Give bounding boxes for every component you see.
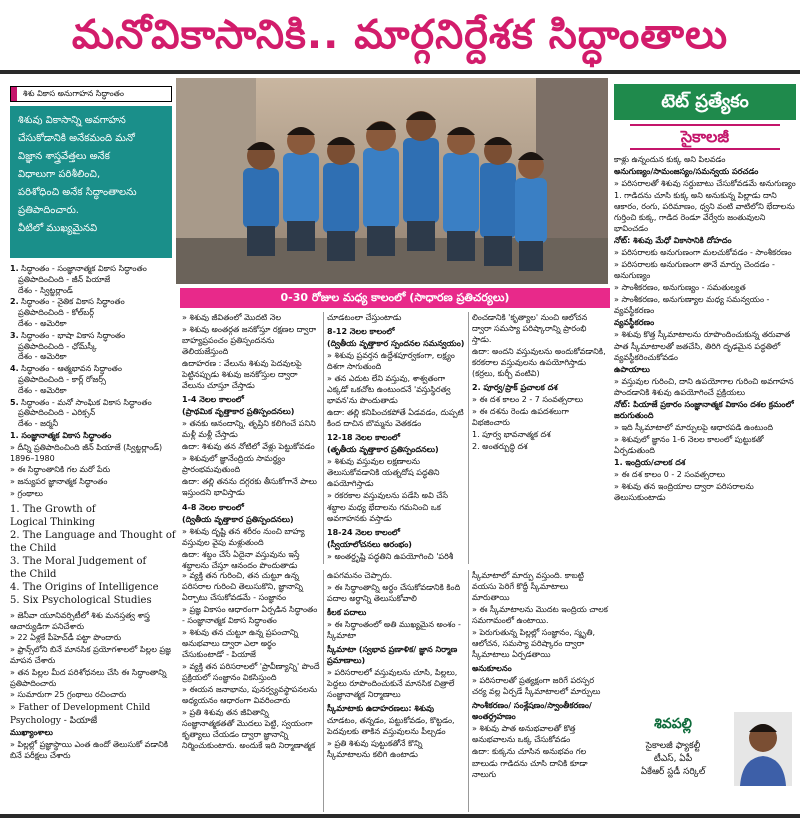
book-item: the Child [10,542,57,554]
book-item: 2. The Language and Thought of [10,529,176,541]
column-subtitle: 1. ఇంద్రియ/చాలక దశ [614,457,686,467]
column-paragraph: » ఈ దశను రెండు ఉపదశలుగా విభజించారు [472,407,569,428]
column-paragraph: » ప్రతి శిశువు తన జీవితాన్ని సంజ్ఞానాత్మకతతో మొదలు పెట్టి, స్వయంగా కృత్యాలు చేయడం ద్వారా జ్ఞానాన్ని నిర్మించుకుంటారు. అందుకే ఇది నిర్మాణాత్మక [182,708,316,751]
column-subheading: స్కీమాటా (స్వభావ ప్రణాళిక/ జ్ఞాన నిర్మాణ ప్రమాణాలు) [327,645,458,666]
column-paragraph: » శిశువు పాత అనుభవాలతో కొత్త అనుభవాలను ఒక్క చేసుకోవడం [472,724,576,745]
top-rule [0,70,800,74]
book-item: 1. The Growth of [10,503,96,515]
column-paragraph: » శిశువు తన చుట్టూ ఉన్న ప్రపంచాన్ని అనుభవాలు ద్వారా ఎలా అర్థం చేసుకుంటాడో - పియాజే [182,628,299,660]
column-paragraph: » శిశువు ప్రవర్తన ఉద్దేశపూర్వకంగా, లక్ష్యం దిశగా సాగుతుంది [327,351,455,372]
column-subheading: 18-24 నెలల కాలంలో [327,527,401,537]
column-paragraph: » తనకు ఆనందాన్ని, తృప్తిని కలిగించే పనిని మళ్లీ మళ్లీ చేస్తాడు [182,419,316,440]
column-paragraph: చూడటం, తన్నడం, పట్టుకోవడం, కొట్టడం, పెదవులకు తాకిన వస్తువులను పీల్చడం [327,716,455,737]
section-tag [10,86,172,102]
column-divider [323,570,324,812]
piaget-point: » పిల్లల్లో ప్రజ్ఞాస్థాయి ఎంత ఉందో తెలుసుకో వడానికి బినే పరీక్షలు చేశారు [10,740,169,760]
column-subtitle: (ద్వితీయ వృత్తాకార స్పందనల సమన్వయం) [327,339,465,349]
theory-item: 2. సిద్ధాంతం - నైతిక వికాస సిద్ధాంతం ప్రతిపాదించింది - కోల్‌బర్గ్ దేశం - అమెరికా [10,297,125,328]
book-item: the Child [10,568,57,580]
column-divider [468,312,469,564]
column-subheading: 8-12 నెలల కాలంలో [327,327,395,337]
author-role-line: ఏకేఆర్ స్టడీ సర్కిల్ [640,767,706,778]
column-subheading: అనుకూలనం [472,664,512,674]
cognitive-point: » గ్రంథాలు [10,488,43,498]
column-subtitle: (ద్వితీయ వృత్తాకార ప్రతిస్పందనలు) [182,514,294,524]
article-column-6 [472,570,608,812]
intro-box [10,106,172,258]
article-column-3 [472,312,608,564]
column-paragraph: » సాంశీకరణం, అనుగుణ్యాల మధ్య సమన్వయం - వ్యవస్థీకరణం [614,295,770,316]
column-paragraph: » పరిసరాలకు అనుగుణంగా మలచుకోవడం - సాంశీకరణం [614,248,792,258]
column-paragraph: » శిశువు తన ఇంద్రియాల ద్వారా పరిసరాలను తెలుసుకుంటాడు [614,481,754,502]
column-subheading: 1-4 నెలల కాలంలో [182,395,244,405]
cognitive-point: » జన్యుపర జ్ఞానాత్మక సిద్ధాంతం [10,477,108,487]
children-photo-illustration [176,78,608,284]
column-paragraph: » శిశువులో జ్ఞానం 1-6 నెలల కాలంలో పుట్టుకతో ఏర్పడుతుంది [614,434,764,455]
intro-line: శిశువు వికాసాన్ని అవగాహన [18,115,126,126]
piaget-point: » జెనీవా యూనివర్సిటీలో శిశు మనస్తత్వ శాస్త్ర ఆచార్యుడిగా పనిచేశారు [10,610,150,631]
author-role-line: సైకాలజీ ఫ్యాకల్టీ [645,741,701,751]
article-column-2 [327,312,465,564]
theory-item: 4. సిద్ధాంతం - ఆత్మభావన సిద్ధాంతం ప్రతిపాదించింది - కార్ల్ రోజర్స్ దేశం - అమెరికా [10,364,122,395]
column-subtitle: వ్యవస్థీకరణం [614,318,655,328]
column-paragraph: » ఈ సిద్ధాంతాన్ని అర్థం చేసుకోవడానికి కింది పదాల అర్థాన్ని తెలుసుకోవాలి [327,583,461,604]
column-paragraph: 1. పూర్వ భావనాత్మక దశ [472,430,551,440]
intro-line: విధాలుగా పరిశీలించి, [18,169,101,180]
column-paragraph: » శిశువు జీవితంలో మొదటి నెల [182,313,282,322]
column-paragraph: ఉదా: తల్లి తనను దగ్గరకు తీసుకోగానే పాలు ఇస్తుందని భావిస్తాడు [182,477,317,498]
author-name: శివపల్లి [654,716,692,732]
column-divider [323,312,324,564]
column-paragraph: చూడటంలా చేస్తుంటాడు [327,313,402,322]
column-subtitle: నోట్: పియాజే ప్రకారం సంజ్ఞానాత్మక వికాసం దశల క్రమంలో జరుగుతుంది [614,399,794,420]
left-column [8,78,174,814]
column-subheading: కీలక పదాలు [327,608,367,618]
column-paragraph: » ఈ దశ కాలం 0 - 2 సంవత్సరాలు [614,469,726,479]
column-paragraph: » వ్యక్తి తన పరిసరాలలో 'ప్రావీణ్యాన్ని' పొందే ప్రక్రియలో సంజ్ఞానం వికసిస్తుంది [182,662,320,683]
column-paragraph: » శిశువు వస్తువుల లక్షణాలను తెలుసుకోవడానికి యత్నదోష పద్ధతిని ఉపయోగిస్తాడు [327,457,440,489]
column-paragraph: ఉదా: కుక్కను చూసిన అనుభవం గల బాలుడు గాడిదను చూసి దానికి కూడా నాలుగు [472,747,588,779]
author-photo [734,712,792,786]
column-paragraph: ఉదాహరణ : వేలును శిశువు పెదవులపై పెట్టినప్పుడు శిశువు జనకోస్తుల ద్వారా వేలును చూస్తూ చేస్తాడు [182,359,302,391]
column-paragraph: లించడానికి 'కృత్యాల' నుంచి ఆలోచన ద్వారా సమస్యా పరిష్కారాన్ని ప్రారంభి స్తాడు. [472,313,588,345]
column-paragraph: ఉదా: శబ్దం చేసే ఏదైనా వస్తువును ఇస్తే శబ్దాలను చేస్తూ ఆనందం పొందుతాడు [182,549,300,570]
theory-list [8,262,174,500]
piaget-point: » సుమారుగా 25 గ్రంథాలు రచించారు [10,690,127,700]
headline: మనోవికాసానికి.. మార్గనిర్దేశక సిద్ధాంతాలు [71,12,729,58]
column-paragraph: » రకరకాల వస్తువులను పడేసి అవి చేసే శబ్దాల మధ్య భేదాలను గమనించి ఒక అవగాహనకు వస్తాడు [327,491,449,523]
article-column-4 [182,570,320,812]
intro-line: పరిశోధించి అనేక సిద్ధాంతాలను [18,187,137,198]
author-role [618,740,728,779]
theory-item: 3. సిద్ధాంతం - భాషా వికాస సిద్ధాంతం ప్రతిపాదించింది - ఛోమ్‌స్కీ దేశం - అమెరికా [10,330,126,362]
theory-item: 1. సిద్ధాంతం - సంజ్ఞానాత్మక వికాస సిద్ధాంతం ప్రతిపాదించింది - జీన్ పియాజే దేశం - స్విట్జర్లాండ్ [10,264,147,295]
cognitive-point: » దీన్ని ప్రతిపాదించింది జీన్ పియాజే (స్విట్జర్లాండ్) 1896–1980 [10,442,163,463]
column-paragraph: » పరిసరాలతో ప్రత్యక్షంగా జరిగే పరస్పర చర్య వల్ల ఏర్పడే స్కీమాటాలలో మార్పులు [472,676,601,697]
intro-line: చేసుకోడానికి అనేకమంది మనో [18,133,135,144]
key-points-heading: ముఖ్యాంశాలు [10,728,53,738]
column-subtitle: (తృతీయ వృత్తాకార ప్రతిస్పందనలు) [327,445,439,455]
column-paragraph: » సాంశీకరణం, అనుగుణ్యం - సమతుల్యత [614,283,746,293]
column-paragraph: » పెరుగుతున్న పిల్లల్లో సంజ్ఞానం, స్మృతి, ఆలోచన, సమస్యా పరిష్కారం ద్వారా స్కీమాటాలు ఏర్పడతాయి [472,628,596,660]
piaget-point: Psychology - పియాజే [10,716,98,727]
book-list [8,501,174,609]
author-role-line: టీఎస్, ఏపీ [653,754,693,765]
column-subheading: 4-8 నెలల కాలంలో [182,502,244,512]
column-paragraph: » ఈ సిద్ధాంతంలో అతి ముఖ్యమైన అంశం - స్కీమాటా [327,620,461,641]
column-paragraph: 2. అంతర్బుద్ధి దశ [472,442,528,452]
right-column-body [614,154,796,674]
theory-item: 5. సిద్ధాంతం - మనో సాంఘిక వికాస సిద్ధాంతం ప్రతిపాదించింది - ఎరిక్సన్ దేశం - జర్మనీ [10,397,152,429]
column-paragraph: 1. గాడిదను చూసి కుక్క అని అనుకున్న పిల్లాడు దాని ఆకారం, రంగు, పరిమాణం, ధ్వని వంటి వాటిలోని భేదాలను గుర్తించి కుక్క, గాడిద రెండూ వేర్వేరు జంతువులని భావించడం [614,191,795,234]
column-paragraph: ఉపగమనం చెప్పారు. [327,571,393,580]
stage-banner: 0-30 రోజుల మధ్య కాలంలో (సాధారణ ప్రతిచర్యలు) [180,288,610,308]
column-subtitle: (స్వీయాలోచనలు ఆరంభం) [327,539,412,549]
book-item: 4. The Origins of Intelligence [10,581,159,593]
column-paragraph: స్కీమాటాలో మార్పు వస్తుంది. కాబట్టి వయసు పెరిగే కొద్దీ స్కీమాటాలు మారుతాయి [472,571,584,603]
column-paragraph: » వ్యక్తి తన గురించి, తన చుట్టూ ఉన్న పరిసరాల గురించి తెలుసుకొని, జ్ఞానాన్ని ఏర్పాటు చేసుకోవడమే - సంజ్ఞానం [182,571,303,603]
column-paragraph: » శిశువు దృష్టి తన శరీరం నుంచి బాహ్య వస్తువుల వైపు మళ్లుతుంది [182,526,305,547]
author-box [614,706,796,812]
column-paragraph: » ఈయన జనాభాను, పునర్వ్యవస్థాపనలను అధ్యయనం ఆధారంగా వివరించారు [182,685,318,706]
column-paragraph: » అంతర్దృష్టి పద్ధతిని ఉపయోగించి 'పరిశీ [327,551,454,561]
column-paragraph: » శిశువులో జ్ఞానేంద్రియ సామర్థ్యం ప్రారంభమవుతుంది [182,454,286,475]
column-paragraph: » ఈ స్కీమాటాలను మొదట ఇంద్రియ చాలక సమగామంలో ఉంటాయి. [472,605,608,626]
column-paragraph: » ప్రతి శిశువు పుట్టుకతోనే కొన్ని స్కీమాటాలను కలిగి ఉంటాడు [327,739,423,760]
column-divider [468,570,469,812]
column-subtitle: నోట్: శిశువు మేధో వికాసానికి దోహదం [614,236,732,246]
piaget-point: » తన పిల్లల మీద పరిశోధనలు చేసి ఈ సిద్ధాంతాన్ని ప్రతిపాదించారు [10,667,167,688]
cognitive-point: » ఈ సిద్ధాంతానికి గల మరో పేరు [10,465,111,475]
column-paragraph: » ఈ దశ కాలం 2 - 7 సంవత్సరాలు [472,395,584,405]
column-paragraph: » పరిసరాలలో వస్తువులను చూసి, పిల్లలు, పెద్దలు రూపొందించుకునే మానసిక చిత్రాలే సంజ్ఞానాత్మక నిర్మాణాలు [327,668,458,700]
column-paragraph: » శిశువు కొత్త స్కీమాటాలను రూపొందించుకున్న తరువాత పాత స్కీమాటాలతో జతచేసి, తిరిగి దృఢమైన పద్ధతిలో వ్యవస్థీకరించుకోవడం [614,330,791,362]
piaget-point: » Father of Development Child [10,703,151,714]
column-subtitle: (ప్రాథమిక వృత్తాకార ప్రతిస్పందనలు) [182,407,295,417]
author-portrait [734,712,792,786]
piaget-point: » 22 ఏళ్లకే పీహెచ్‌డీ పట్టా పొందారు [10,633,122,643]
column-subheading: సాంశీకరణం/ సంశ్లేషణం/స్వాంతీకరణం/ అంతర్గ్రహణం [472,701,592,722]
section-tag-label: శిశు వికాస అనుగాహన సిద్ధాంతం [23,88,124,98]
cognitive-theory-title: 1. సంజ్ఞానాత్మక వికాస సిద్ధాంతం [10,430,112,440]
book-item: Logical Thinking [10,516,96,528]
piaget-points [8,609,174,762]
column-paragraph: ఉదా: తల్లి కనిపించకపోతే ఏడవడం, దుప్పటి కింద దాచిన బొమ్మను వెతకడం [327,408,464,429]
tet-special-heading: టెట్ ప్రత్యేకం [614,84,796,120]
book-item: 3. The Moral Judgement of [10,555,147,567]
children-photo [176,78,608,284]
column-paragraph: » ప్రజ్ఞ వికాసం ఆధారంగా ఏర్పడిన సిద్ధాంతం - సంజ్ఞానాత్మక వికాస సిద్ధాంతం [182,605,318,626]
column-paragraph: » తన ఎదుట లేని వస్తువు, శాశ్వతంగా ఎక్కడో ఒకచోట ఉంటుందనే 'వస్తుస్థిరత్వ భావన'ను పొందుతాడు [327,374,451,406]
column-paragraph: » వస్తువుల గురించి, దాని ఉపయోగాల గురించి అవగాహన పొందడానికి శిశువు ఉపయోగించే ప్రక్రియలు [614,376,794,397]
book-item: 5. Six Psychological Studies [10,594,152,606]
column-paragraph: » ఇది స్కీమాటాలో మార్పులపై ఆధారపడి ఉంటుంది [614,422,774,432]
column-paragraph: » శిశువు అంతర్గత జనకోస్తూ రక్షణల ద్వారా బాహ్యప్రపంచం ప్రతిస్పందనను తెలియజేస్తుంది [182,325,317,357]
column-paragraph: ఉదా: అందని వస్తువులను అందుకోవడానికి, కరకరాల వస్తువులను ఉపయోగిస్తాడు (కర్రలు, కుర్చీ వంటివి) [472,347,606,379]
column-subheading: 2. పూర్వ/ప్రాక్ ప్రచాలక దశ [472,383,558,393]
column-paragraph: కాళ్లు ఉన్నందున కుక్క అని పిలవడం [614,155,726,164]
right-column [614,78,796,814]
bottom-rule [0,814,800,818]
column-subheading: స్కీమాటాకు ఉదాహరణలు: శిశువు [327,704,434,714]
column-subtitle: ఉపాయాలు [614,364,650,374]
piaget-point: » ఫ్రాన్స్‌లోని బినే మానసిక ప్రయోగశాలలో పిల్లల ప్రజ్ఞ మాపన చేశారు [10,645,171,665]
article-column-5 [327,570,465,812]
column-paragraph: » పరిసరాలతో శిశువు సర్దుబాటు చేసుకోవడమే అనుగుణ్యం [614,179,796,189]
intro-line: ప్రతిపాదించారు. [18,205,79,216]
column-subheading: 12-18 నెలల కాలంలో [327,433,401,443]
subject-heading: సైకాలజీ [630,124,780,150]
intro-line: వీటిలో ముఖ్యమైనవి [18,223,98,234]
intro-line: విజ్ఞాన శాస్త్రవేత్తలు అనేక [18,151,110,162]
column-paragraph: » పరిసరాలకు అనుగుణంగా తానే మార్పు చెందడం - అనుగుణ్యం [614,260,775,281]
column-paragraph: ఉదా: శిశువు తన నోటిలో వేళ్లు పెట్టుకోవడం [182,442,315,452]
article-column-1 [182,312,320,570]
column-subtitle: అనుగుణ్యం/సామంజస్యం/సమన్వయ పరచడం [614,167,759,177]
